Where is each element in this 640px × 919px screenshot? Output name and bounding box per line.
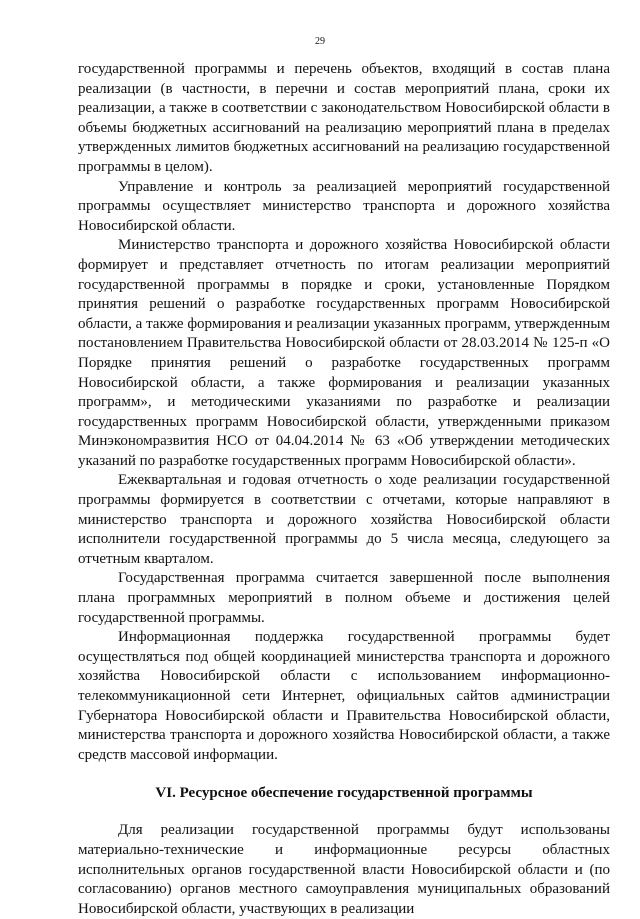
paragraph-reporting-procedure: Министерство транспорта и дорожного хозяйства Новосибирской области формирует и представляет отчетность по итогам реализации мероприятий государственной программы в порядке и сроки, установленные Порядком принятия решений о разработке государственных программ Новосибирской области, а также формирования и реализации указанных программ, утвержденным постановлением Правительства Новосибирской области от 28.03.2014 № 125-п «О Порядке принятия решений о разработке государственных программ Новосибирской области, а также формирования и реализации указанных программ», и методическими указаниями по разработке и реализации государственных программ Новосибирской области, утвержденными приказом Минэкономразвития НСО от 04.04.2014 № 63 «Об утверждении методических указаний по разработке государственных программ Новосибирской области». (78, 237, 610, 469)
paragraph-program-completion: Государственная программа считается завершенной после выполнения плана программных мероприятий в полном объеме и достижения целей государственной программы. (78, 570, 610, 626)
document-body (78, 60, 610, 919)
section-heading: VI. Ресурсное обеспечение государственной программы (155, 785, 533, 802)
paragraph-information-support: Информационная поддержка государственной программы будет осуществляться под общей координацией министерства транспорта и дорожного хозяйства Новосибирской области с использованием информационно-телекоммуникационной сети Интернет, официальных сайтов администрации Губернатора Новосибирской области и Правительства Новосибирской области, министерства транспорта и дорожного хозяйства Новосибирской области, а также средств массовой информации. (78, 629, 610, 763)
paragraph-management-control: Управление и контроль за реализацией мероприятий государственной программы осуществляет министерство транспорта и дорожного хозяйства Новосибирской области. (78, 178, 610, 234)
paragraph-quarterly-reporting: Ежеквартальная и годовая отчетность о ходе реализации государственной программы формируется в соответствии с отчетами, которые направляют в министерство транспорта и дорожного хозяйства Новосибирской области исполнители государственной программы до 5 числа месяца, следующего за отчетным кварталом. (78, 472, 610, 567)
page-number: 29 (315, 36, 325, 47)
paragraph-resource-provision: Для реализации государственной программы будут использованы материально-технические и информационные ресурсы областных исполнительных органов государственной власти Новосибирской области и (по согласованию) органов местного самоуправления муниципальных образований Новосибирской области, участвующих в реализации (78, 822, 610, 917)
paragraph-continuation: государственной программы и перечень объектов, входящий в состав плана реализации (в частности, в перечни и состав мероприятий плана, сроки их реализации, а также в соответствии с законодательством Новосибирской области в объемы бюджетных ассигнований на реализацию мероприятий плана в пределах утвержденных лимитов бюджетных ассигнований на реализацию государственной программы в целом). (78, 61, 610, 175)
